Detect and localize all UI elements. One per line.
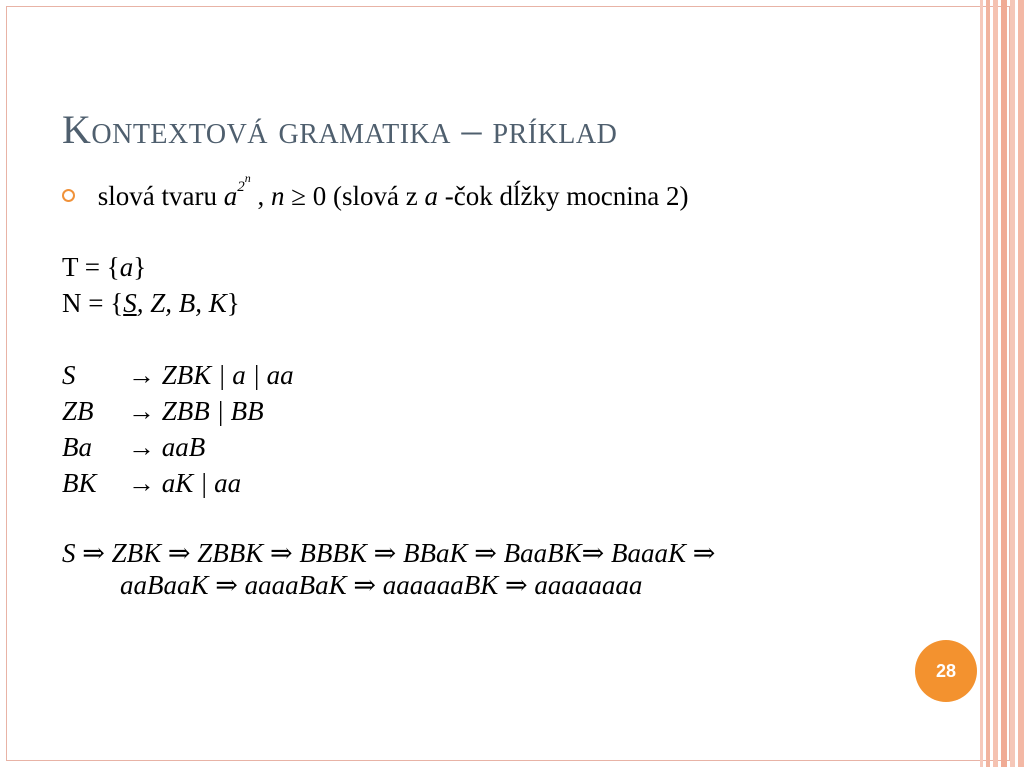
bullet-text-4: -čok dĺžky mocnina 2)	[444, 181, 689, 211]
bullet-item	[62, 171, 689, 212]
slide-title: Kontextová gramatika – príklad	[62, 107, 618, 152]
arrow-icon: →	[128, 468, 155, 498]
decorative-stripe	[986, 0, 990, 767]
production-rule: ZB → ZBB | BB	[62, 396, 264, 426]
production-rule: Ba → aaB	[62, 432, 206, 462]
derivation-line-1: S ⇒ ZBK ⇒ ZBBK ⇒ BBBK ⇒ BBaK ⇒ BaaBK⇒ BaaaK ⇒	[62, 538, 716, 568]
nonterminals-line: N = {S, Z, B, K}	[62, 288, 240, 318]
bullet-text-1: slová tvaru	[97, 181, 224, 211]
math-exponent: 2n	[237, 171, 251, 195]
math-a: a	[424, 181, 439, 211]
arrow-icon: →	[128, 360, 155, 390]
production-rule: S → ZBK | a | aa	[62, 360, 294, 390]
math-base: a	[223, 181, 238, 211]
decorative-stripe	[1001, 0, 1007, 767]
page-number-badge: 28	[915, 640, 977, 702]
bullet-text-3: ≥ 0 (slová z	[291, 181, 425, 211]
terminals-line: T = {a}	[62, 252, 147, 282]
decorative-stripe	[1018, 0, 1024, 767]
bullet-circle-icon	[62, 189, 75, 202]
decorative-stripe	[1010, 0, 1015, 767]
math-n: n	[270, 181, 285, 211]
arrow-icon: →	[128, 396, 155, 426]
bullet-text-2: ,	[257, 181, 271, 211]
decorative-stripe	[980, 0, 983, 767]
decorative-stripe	[993, 0, 998, 767]
derivation-line-2: aaBaaK ⇒ aaaaBaK ⇒ aaaaaaBK ⇒ aaaaaaaa	[120, 570, 643, 600]
arrow-icon: →	[128, 432, 155, 462]
production-rule: BK → aK | aa	[62, 468, 242, 498]
start-symbol: S	[123, 288, 137, 318]
